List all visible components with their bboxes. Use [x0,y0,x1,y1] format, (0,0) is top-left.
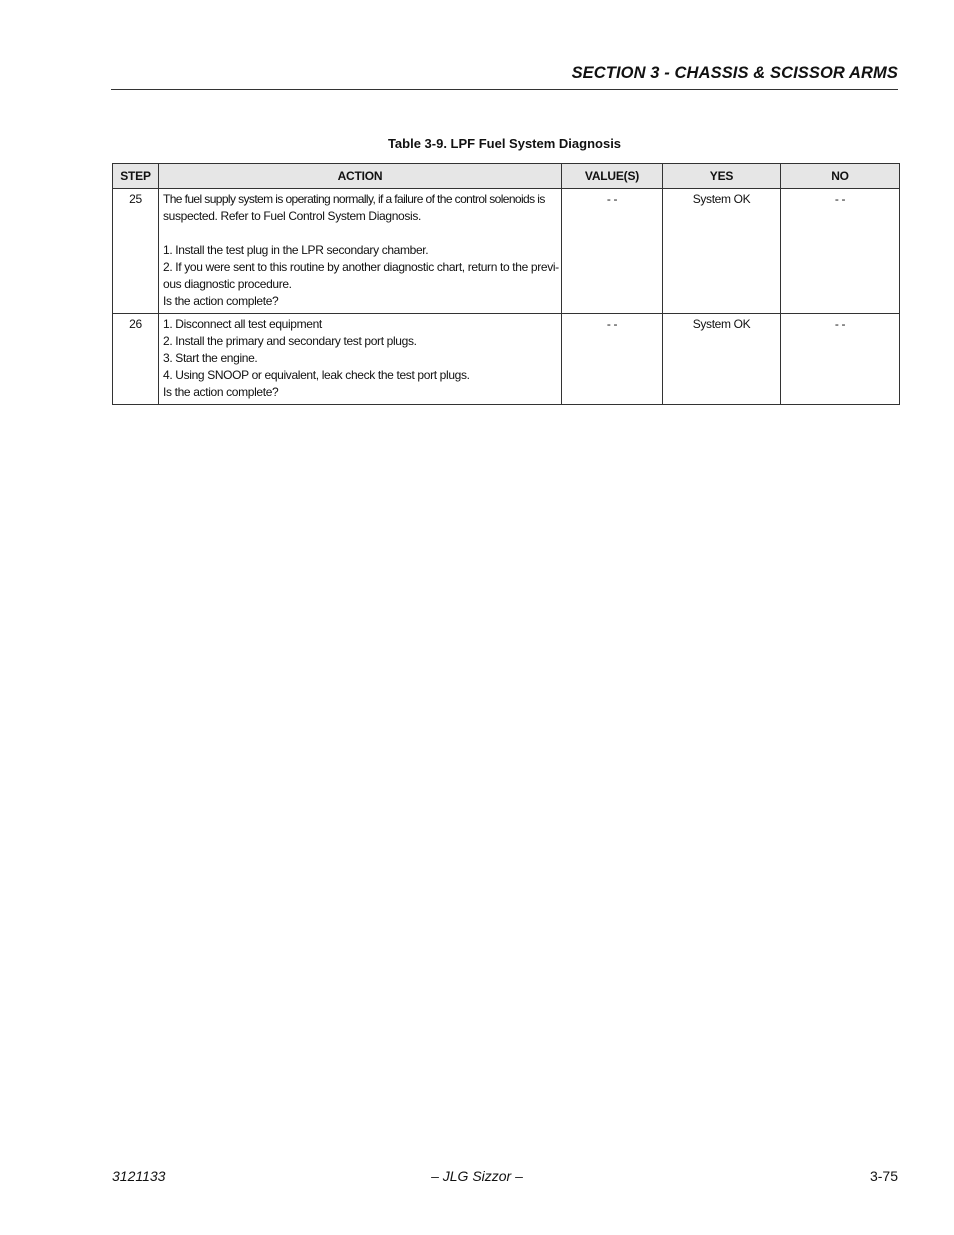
table-row [113,314,900,405]
values-cell: - - [562,314,663,405]
values-cell: - - [562,189,663,314]
diagnosis-table [112,163,900,405]
step-cell: 26 [113,314,159,405]
action-line: Is the action complete? [163,385,279,399]
column-header-values: VALUE(S) [562,164,663,189]
action-line: 3. Start the engine. [163,351,258,365]
action-line: 4. Using SNOOP or equivalent, leak check the test port plugs. [163,368,470,382]
section-header: SECTION 3 - CHASSIS & SCISSOR ARMS [571,64,898,82]
no-cell: - - [781,189,900,314]
step-cell: 25 [113,189,159,314]
action-line: 1. Install the test plug in the LPR secondary chamber. [163,243,429,257]
column-header-action: ACTION [159,164,562,189]
table-caption: Table 3-9. LPF Fuel System Diagnosis [387,136,622,151]
action-line: Is the action complete? [163,294,279,308]
action-line: suspected. Refer to Fuel Control System Diagnosis. [163,209,421,223]
yes-cell: System OK [663,314,781,405]
action-cell [159,189,562,314]
column-header-yes: YES [663,164,781,189]
column-header-step: STEP [113,164,159,189]
action-line: 2. Install the primary and secondary test port plugs. [163,334,417,348]
action-line: The fuel supply system is operating normally, if a failure of the control solenoids is [163,192,545,206]
no-cell: - - [781,314,900,405]
action-spacer [163,225,557,242]
header-divider [111,89,898,90]
document-number: 3121133 [112,1168,166,1184]
action-line: 1. Disconnect all test equipment [163,317,322,331]
column-header-no: NO [781,164,900,189]
action-line: 2. If you were sent to this routine by another diagnostic chart, return to the previ- [163,260,559,274]
yes-cell: System OK [663,189,781,314]
action-cell [159,314,562,405]
table-header-row [113,164,900,189]
action-line: ous diagnostic procedure. [163,277,292,291]
footer-title: – JLG Sizzor – [431,1168,523,1184]
page-number: 3-75 [869,1168,898,1184]
table-row [113,189,900,314]
